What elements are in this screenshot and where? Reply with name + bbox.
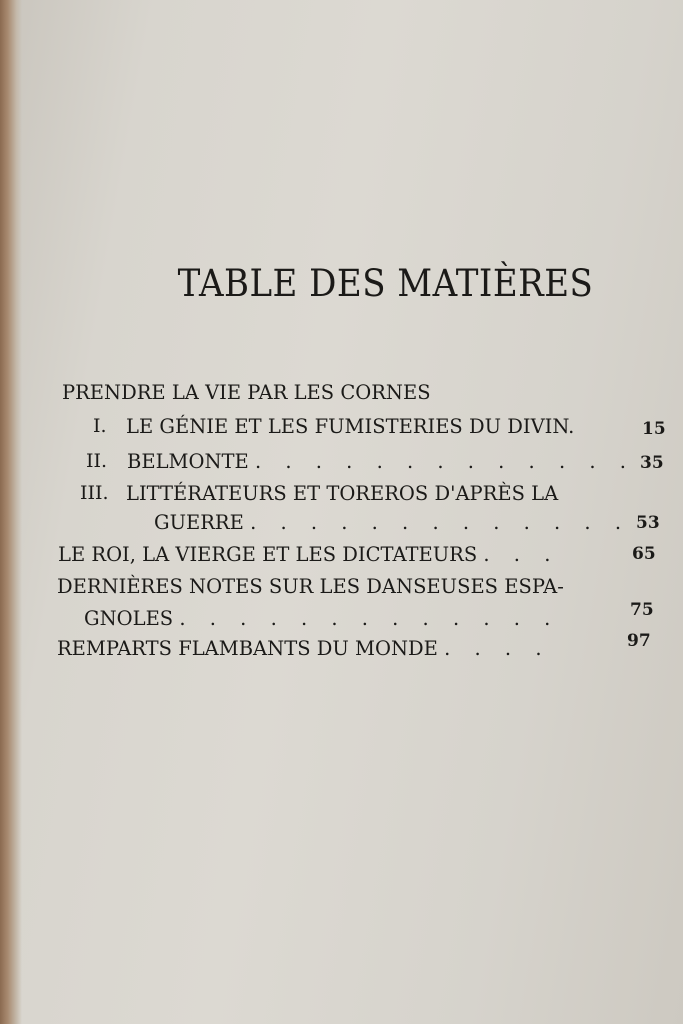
toc-section-title <box>58 545 559 565</box>
toc-leader-dots: . . . . . . . . . . . . . <box>254 450 635 473</box>
toc-leader-dots: . . . <box>483 543 560 566</box>
toc-entry-title: LITTÉRATEURS ET TOREROS D'APRÈS LA <box>126 482 559 505</box>
toc-leader-dots: . . . . . . . . . . . . . <box>179 607 560 630</box>
page-title: TABLE DES MATIÈRES <box>177 262 594 305</box>
toc-entry-numeral: II. <box>86 450 108 472</box>
toc-entry-title-continued <box>154 513 630 533</box>
book-binding-edge <box>0 0 22 1024</box>
toc-entry-title <box>127 452 635 472</box>
toc-leader-dots: . . . . . . . . . . . . . <box>250 511 631 534</box>
toc-section-title-text: REMPARTS FLAMBANTS DU MONDE <box>57 637 438 660</box>
toc-section-page: 75 <box>630 600 654 620</box>
toc-section-title-continued <box>84 609 559 629</box>
toc-entry-numeral: I. <box>93 415 107 437</box>
toc-section-title-text: LE ROI, LA VIERGE ET LES DICTATEURS <box>58 543 478 566</box>
toc-section-page: 97 <box>627 631 651 651</box>
toc-entry-page: 15 <box>642 419 666 439</box>
toc-entry-page: 35 <box>640 453 664 473</box>
part-heading: PRENDRE LA VIE PAR LES CORNES <box>62 381 431 404</box>
toc-entry-page: 53 <box>636 513 660 533</box>
toc-entry-numeral: III. <box>80 482 109 504</box>
toc-section-title <box>57 639 551 659</box>
toc-entry-title-text: GUERRE <box>154 511 244 534</box>
toc-leader-dots: . . . . <box>444 637 551 660</box>
toc-entry-title-text: BELMONTE <box>127 450 249 473</box>
toc-section-title: DERNIÈRES NOTES SUR LES DANSEUSES ESPA- <box>57 575 564 598</box>
toc-section-title-text: GNOLES <box>84 607 174 630</box>
toc-entry-title: LE GÉNIE ET LES FUMISTERIES DU DIVIN. <box>126 415 575 438</box>
toc-section-page: 65 <box>632 544 656 564</box>
